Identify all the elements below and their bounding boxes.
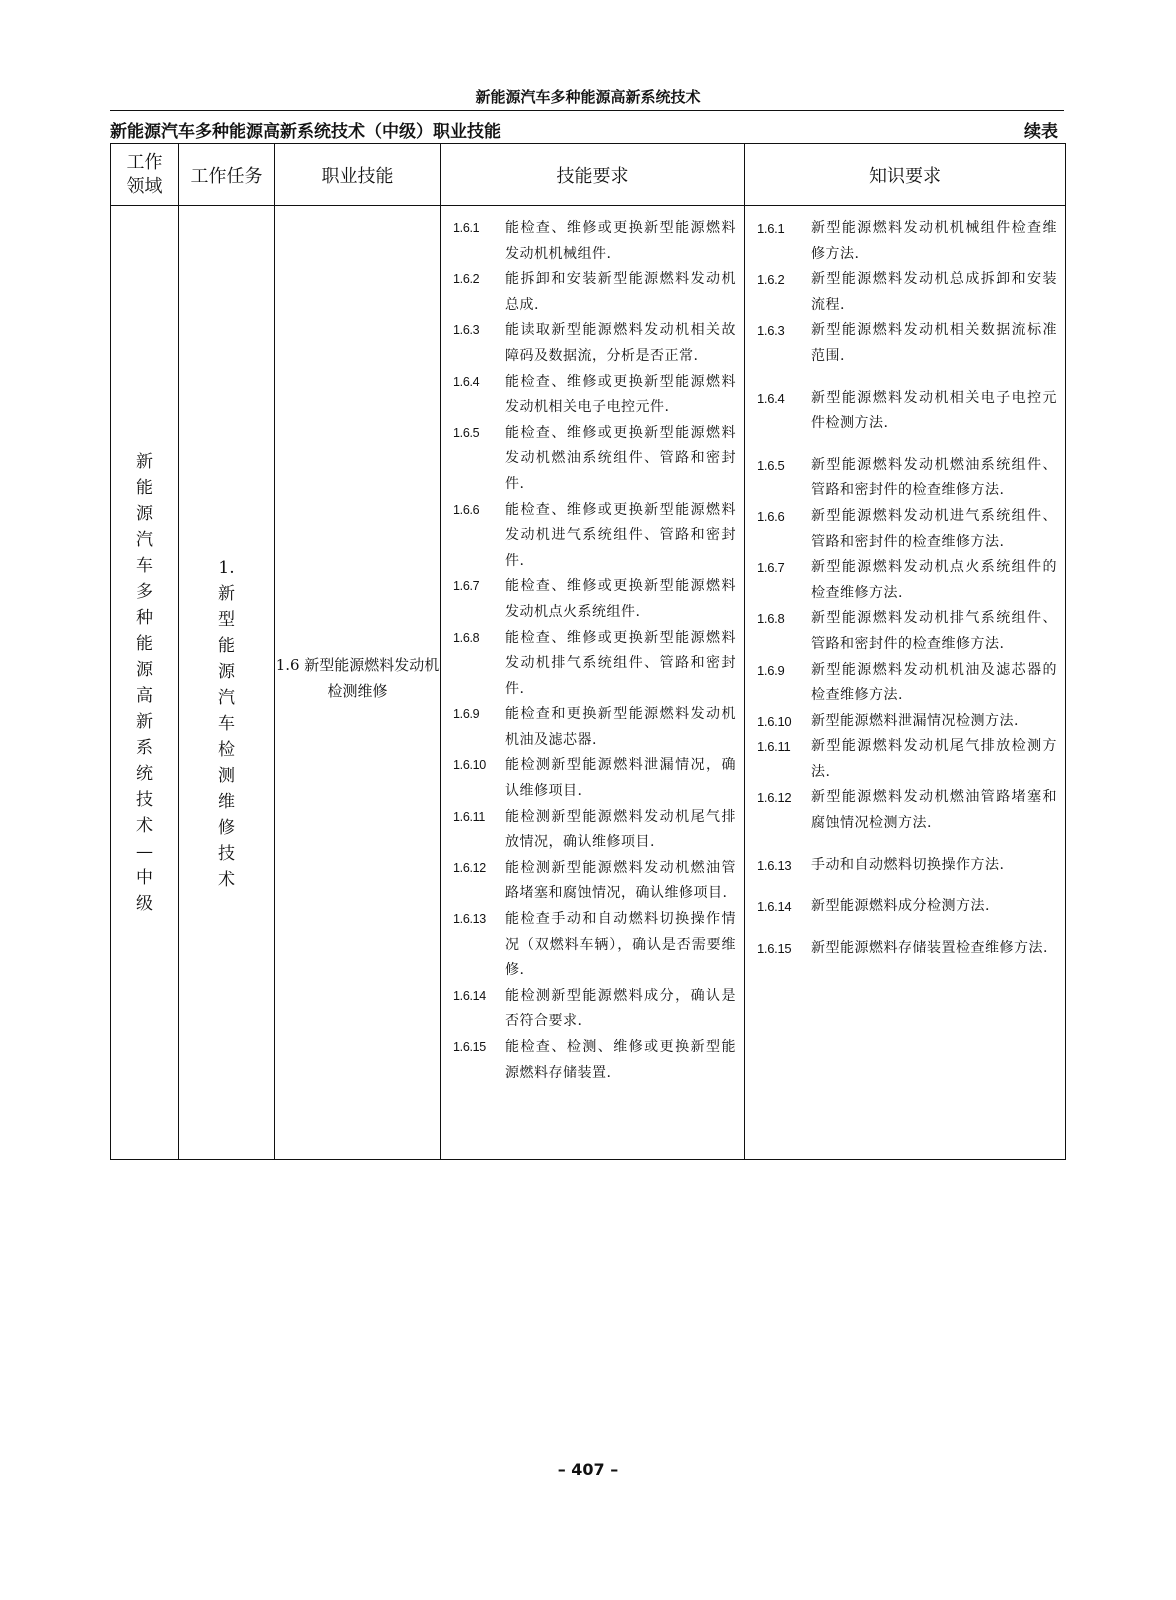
item-number: 1.6.8 [757, 611, 785, 627]
item-number: 1.6.2 [453, 272, 480, 287]
list-item [757, 318, 1057, 369]
list-item [453, 984, 736, 1035]
item-number: 1.6.10 [757, 713, 792, 729]
column-header-task: 工作任务 [179, 144, 275, 206]
item-text: 能检查、维修或更换新型能源燃料发动机相关电子电控元件. [505, 373, 736, 416]
item-number: 1.6.6 [453, 502, 480, 517]
knowledge-requirements-list [757, 216, 1057, 961]
table-title: 新能源汽车多种能源高新系统技术（中级）职业技能 [110, 122, 501, 142]
item-text: 新型能源燃料存储装置检查维修方法. [811, 939, 1048, 956]
item-text: 手动和自动燃料切换操作方法. [811, 856, 1005, 873]
item-text: 新型能源燃料发动机机械组件检查维修方法. [811, 220, 1057, 262]
item-number: 1.6.14 [757, 899, 792, 915]
list-item [757, 734, 1057, 785]
item-text: 新型能源燃料发动机排气系统组件、管路和密封件的检查维修方法. [811, 610, 1057, 652]
item-text: 能检测新型能源燃料发动机燃油管路堵塞和腐蚀情况，确认维修项目. [505, 859, 736, 902]
item-text: 能检查、检测、维修或更换新型能源燃料存储装置. [505, 1039, 736, 1081]
table-row [111, 206, 1066, 1160]
domain-cell [111, 206, 179, 1160]
item-number: 1.6.1 [757, 221, 785, 236]
list-item [757, 894, 1057, 920]
running-header: 新能源汽车多种能源高新系统技术 [475, 88, 701, 106]
list-item [757, 504, 1057, 555]
continued-label: 续表 [1024, 122, 1058, 142]
list-item [757, 853, 1057, 879]
item-number: 1.6.5 [757, 457, 785, 473]
skill-requirements-cell [441, 206, 745, 1160]
item-number: 1.6.11 [453, 809, 486, 824]
item-number: 1.6.1 [453, 221, 480, 235]
item-number: 1.6.2 [757, 272, 785, 288]
item-text: 新型能源燃料发动机总成拆卸和安装流程. [811, 271, 1057, 313]
item-number: 1.6.14 [453, 988, 486, 1003]
column-header-skill-requirements: 技能要求 [441, 144, 745, 206]
list-item [453, 267, 736, 318]
list-item [757, 606, 1057, 657]
item-number: 1.6.5 [453, 425, 480, 440]
task-text: 1.新型能源汽车检测维修技术 [217, 557, 235, 890]
item-number: 1.6.7 [453, 579, 480, 594]
item-number: 1.6.9 [757, 662, 785, 678]
item-text: 能检测新型能源燃料成分，确认是否符合要求. [505, 987, 736, 1030]
item-text: 能检查、维修或更换新型能源燃料发动机进气系统组件、管路和密封件. [505, 501, 736, 569]
item-text: 新型能源燃料成分检测方法. [811, 898, 990, 915]
item-text: 新型能源燃料发动机燃油系统组件、管路和密封件的检查维修方法. [811, 456, 1057, 499]
page-number: – 407 – [557, 1460, 619, 1479]
column-header-domain [111, 144, 179, 206]
item-number: 1.6.15 [757, 940, 792, 956]
item-number: 1.6.6 [757, 508, 785, 524]
item-number: 1.6.11 [757, 739, 791, 755]
item-number: 1.6.8 [453, 630, 480, 645]
item-text: 能检查、维修或更换新型能源燃料发动机点火系统组件. [505, 578, 736, 620]
skill-requirements-list [453, 216, 736, 1086]
item-text: 能读取新型能源燃料发动机相关故障码及数据流，分析是否正常. [505, 322, 736, 364]
domain-text: 新能源汽车多种能源高新系统技术—中级 [135, 451, 153, 914]
item-number: 1.6.15 [453, 1040, 486, 1054]
item-text: 新型能源燃料发动机相关数据流标准范围. [811, 322, 1057, 364]
item-number: 1.6.12 [757, 790, 792, 806]
list-item [453, 216, 736, 267]
list-item [453, 702, 736, 753]
knowledge-requirements-cell [745, 206, 1066, 1160]
skills-table [110, 143, 1066, 1160]
list-item [757, 785, 1057, 836]
item-text: 新型能源燃料发动机机油及滤芯器的检查维修方法. [811, 661, 1057, 704]
list-item [757, 936, 1057, 962]
item-text: 能检查手动和自动燃料切换操作情况（双燃料车辆），确认是否需要维修. [505, 911, 736, 979]
header-divider [110, 110, 1064, 111]
item-text: 新型能源燃料泄漏情况检测方法. [811, 712, 1019, 729]
list-item [757, 267, 1057, 318]
item-number: 1.6.3 [453, 323, 480, 338]
item-number: 1.6.4 [757, 390, 785, 406]
list-item [453, 626, 736, 703]
column-header-skill: 职业技能 [275, 144, 441, 206]
table-header-row [111, 144, 1066, 206]
column-header-domain-label: 工作领域 [126, 151, 163, 197]
list-item [453, 421, 736, 498]
skill-text: 1.6 新型能源燃料发动机检测维修 [275, 655, 440, 700]
list-item [453, 1035, 736, 1086]
item-text: 能检测新型能源燃料发动机尾气排放情况，确认维修项目. [505, 808, 736, 851]
item-number: 1.6.13 [453, 912, 486, 927]
list-item [453, 318, 736, 369]
task-cell [179, 206, 275, 1160]
list-item [453, 907, 736, 984]
item-number: 1.6.3 [757, 323, 785, 339]
list-item [453, 805, 736, 856]
item-number: 1.6.9 [453, 707, 480, 722]
item-number: 1.6.7 [757, 560, 785, 576]
item-text: 新型能源燃料发动机尾气排放检测方法. [811, 738, 1057, 780]
list-item [453, 498, 736, 575]
skill-cell [275, 206, 441, 1160]
item-text: 新型能源燃料发动机进气系统组件、管路和密封件的检查维修方法. [811, 507, 1057, 550]
item-text: 新型能源燃料发动机燃油管路堵塞和腐蚀情况检测方法. [811, 789, 1057, 832]
item-number: 1.6.13 [757, 857, 792, 873]
item-number: 1.6.4 [453, 374, 480, 389]
item-number: 1.6.12 [453, 860, 486, 875]
list-item [453, 856, 736, 907]
list-item [453, 574, 736, 625]
list-item [757, 709, 1057, 735]
item-text: 能检查、维修或更换新型能源燃料发动机排气系统组件、管路和密封件. [505, 629, 736, 697]
list-item [757, 386, 1057, 437]
item-number: 1.6.10 [453, 758, 486, 773]
item-text: 能检查、维修或更换新型能源燃料发动机机械组件. [505, 220, 736, 262]
list-item [453, 370, 736, 421]
list-item [757, 555, 1057, 606]
list-item [453, 753, 736, 804]
column-header-knowledge-requirements: 知识要求 [745, 144, 1066, 206]
item-text: 能检测新型能源燃料泄漏情况，确认维修项目. [505, 757, 736, 800]
list-item [757, 658, 1057, 709]
item-text: 新型能源燃料发动机点火系统组件的检查维修方法. [811, 559, 1057, 601]
list-item [757, 453, 1057, 504]
item-text: 能检查、维修或更换新型能源燃料发动机燃油系统组件、管路和密封件. [505, 424, 736, 492]
item-text: 能检查和更换新型能源燃料发动机机油及滤芯器. [505, 706, 736, 748]
item-text: 新型能源燃料发动机相关电子电控元件检测方法. [811, 389, 1057, 432]
item-text: 能拆卸和安装新型能源燃料发动机总成. [505, 271, 736, 313]
list-item [757, 216, 1057, 267]
